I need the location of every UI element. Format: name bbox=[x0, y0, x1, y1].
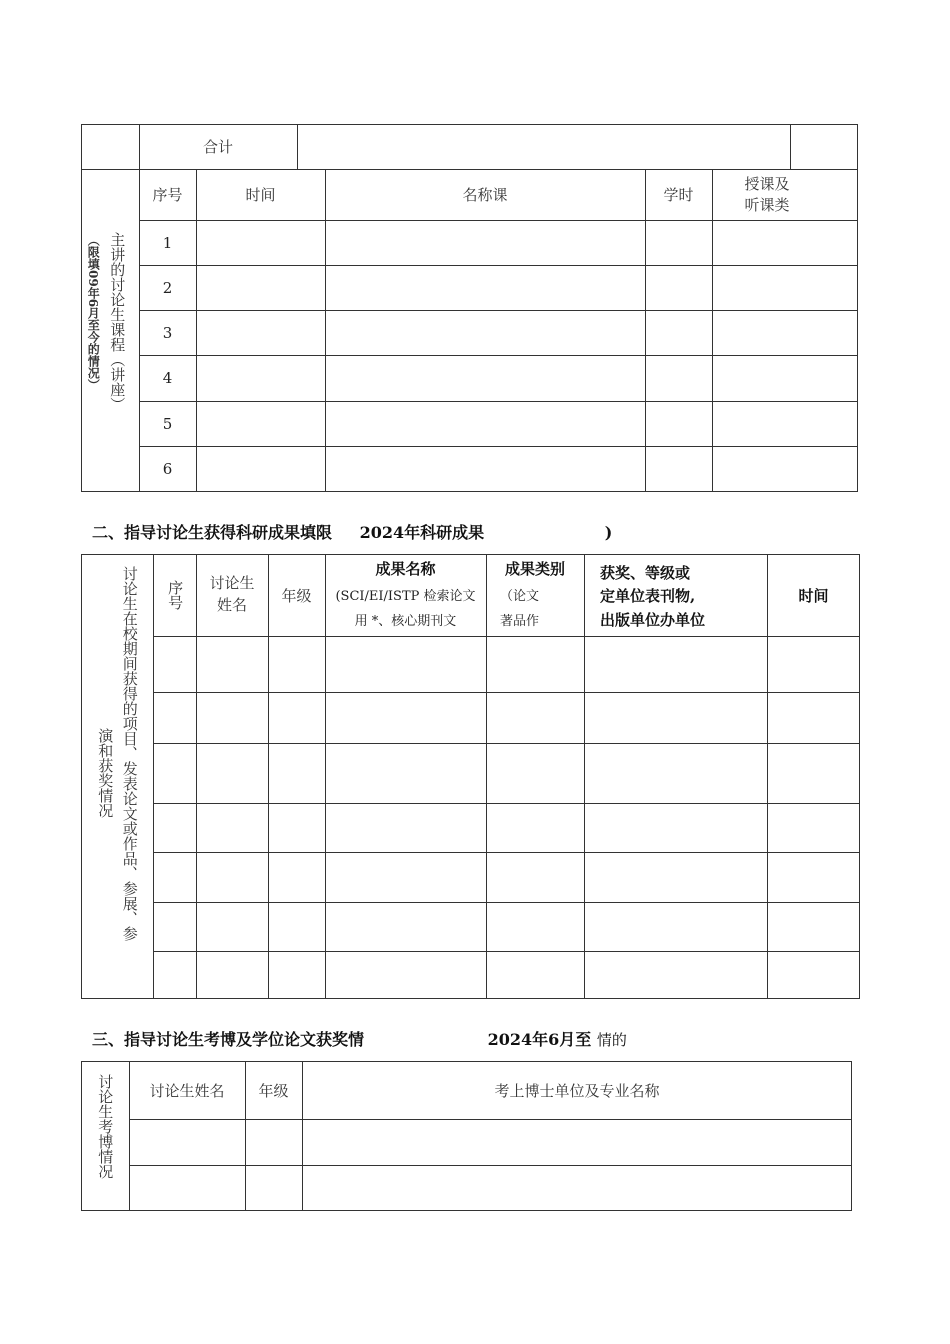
table-rule bbox=[129, 1119, 852, 1120]
table-rule bbox=[129, 1165, 852, 1166]
table-rule bbox=[297, 124, 298, 169]
table-rule bbox=[153, 951, 860, 952]
table-rule bbox=[153, 852, 860, 853]
table-rule bbox=[139, 355, 858, 356]
section3-title-year: 2024年6月至 bbox=[487, 1030, 592, 1049]
header-result-category-title: 成果类别 bbox=[504, 560, 565, 578]
header-index: 序号 bbox=[152, 186, 183, 204]
header-time: 时间 bbox=[798, 586, 829, 605]
table-rule bbox=[139, 265, 858, 266]
row-index: 5 bbox=[162, 414, 173, 433]
section3-title-text: 三、指导讨论生考博及学位论文获奖情 bbox=[92, 1030, 365, 1049]
header-result-name-sub2: 用 *、核心期刊文 bbox=[354, 614, 457, 629]
row-index: 4 bbox=[162, 369, 173, 387]
table-rule bbox=[153, 803, 860, 804]
header-award-line2: 定单位表刊物, bbox=[600, 587, 696, 606]
table-rule bbox=[153, 902, 860, 903]
row-index: 2 bbox=[162, 278, 173, 297]
header-student-name: 讨论生姓名 bbox=[209, 574, 255, 614]
header-hours: 学时 bbox=[663, 186, 694, 204]
section3-title-tail: 情的 bbox=[596, 1031, 627, 1049]
table-rule bbox=[153, 636, 860, 637]
phd-side-label: 讨论生考博情况 bbox=[96, 1074, 115, 1179]
row-index: 3 bbox=[162, 323, 173, 342]
header-index-text: 序号 bbox=[166, 580, 185, 610]
section2-title-close: ) bbox=[604, 523, 613, 542]
table-rule bbox=[139, 310, 858, 311]
header-result-name bbox=[325, 558, 486, 629]
header-time: 时间 bbox=[245, 186, 276, 204]
header-award-line3: 出版单位办单位 bbox=[600, 610, 706, 629]
header-type bbox=[712, 169, 822, 220]
header-result-name-sub1: (SCI/EI/ISTP 检索论文 bbox=[335, 589, 476, 604]
header-type-line2: 听课类 bbox=[744, 195, 790, 214]
section2-title-text: 二、指导讨论生获得科研成果填限 bbox=[92, 523, 333, 542]
table-rule bbox=[139, 446, 858, 447]
course-side-label-sub: （限填09年6月至今的情况） bbox=[86, 234, 101, 392]
results-side-label-sub: 演和获奖情况 bbox=[96, 728, 115, 818]
header-index bbox=[153, 554, 196, 636]
header-result-category-sub2: 著品作 bbox=[500, 614, 540, 629]
header-result-category-sub1: （论文 bbox=[500, 589, 540, 604]
course-side-label-main: 主讲的讨论生课程（讲座） bbox=[108, 232, 127, 412]
section3-title bbox=[92, 1027, 627, 1050]
header-course-name: 名称课 bbox=[462, 186, 508, 204]
header-result-category bbox=[486, 558, 584, 629]
table-rule bbox=[139, 401, 858, 402]
total-label: 合计 bbox=[202, 138, 233, 156]
header-type-line1: 授课及 bbox=[744, 175, 790, 194]
header-award bbox=[600, 562, 760, 632]
header-award-line1: 获奖、等级或 bbox=[600, 564, 691, 582]
table-rule bbox=[584, 554, 585, 999]
table-rule bbox=[790, 124, 791, 169]
header-student-name: 讨论生姓名 bbox=[149, 1081, 225, 1100]
table-rule bbox=[153, 692, 860, 693]
header-grade: 年级 bbox=[258, 1081, 289, 1100]
table-rule bbox=[139, 220, 858, 221]
row-index: 6 bbox=[162, 460, 173, 478]
header-result-name-title: 成果名称 bbox=[375, 560, 436, 578]
header-grade: 年级 bbox=[281, 586, 312, 605]
header-unit-major: 考上博士单位及专业名称 bbox=[494, 1081, 660, 1100]
table-rule bbox=[153, 743, 860, 744]
section2-title-year: 2024年科研成果 bbox=[359, 523, 485, 542]
section2-title bbox=[92, 520, 612, 543]
results-side-label-main: 讨论生在校期间获得的项目、发表论文或作品、参展、参 bbox=[120, 566, 139, 941]
row-index: 1 bbox=[162, 233, 173, 252]
